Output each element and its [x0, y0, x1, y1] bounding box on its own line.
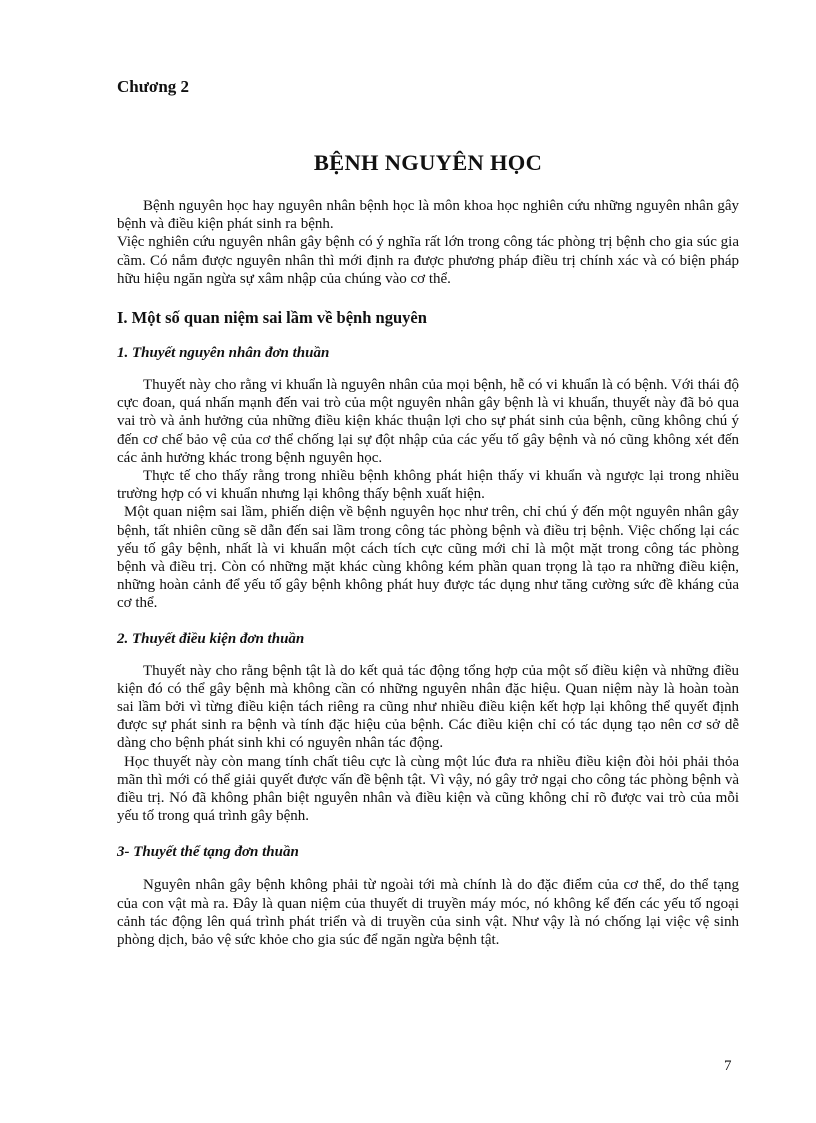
page-title: BỆNH NGUYÊN HỌC	[313, 150, 543, 175]
intro-paragraph-2: Việc nghiên cứu nguyên nhân gây bệnh có ý nghĩa rất lớn trong công tác phòng trị bệnh cho gia súc gia cầm. Có nắm được nguyên nhân thì mới định ra được phương pháp điều trị chính xác và có biện pháp hữu hiệu ngăn ngừa sự xâm nhập của chúng vào cơ thể.	[117, 234, 739, 287]
page-number: 7	[724, 1058, 732, 1074]
subsection-heading-3: 3- Thuyết thể tạng đơn thuần	[117, 844, 299, 861]
subsection-2-paragraph-1: Thuyết này cho rằng bệnh tật là do kết quả tác động tổng hợp của một số điều kiện và những điều kiện đó có thể gây bệnh mà không cần có những nguyên nhân đặc hiệu. Quan niệm này là hoàn toàn sai lầm bởi vì từng điều kiện tách riêng ra cũng như nhiều điều kiện kết hợp lại không thể quyết định được sự phát sinh ra bệnh và tính đặc hiệu của bệnh. Các điều kiện chỉ có tác dụng tạo nên cơ sở dễ dàng cho bệnh phát sinh khi có nguyên nhân tác động.	[117, 662, 739, 752]
subsection-1-paragraph-2: Thực tế cho thấy rằng trong nhiều bệnh không phát hiện thấy vi khuẩn và ngược lại trong nhiều trường hợp có vi khuẩn nhưng lại không thấy bệnh xuất hiện.	[117, 468, 739, 503]
section-heading: I. Một số quan niệm sai lầm về bệnh nguyên	[117, 308, 427, 328]
subsection-2-paragraph-2: Học thuyết này còn mang tính chất tiêu cực là cùng một lúc đưa ra nhiều điều kiện đòi hỏi phải thỏa mãn thì mới có thể giải quyết được vấn đề bệnh tật. Vì vậy, nó gây trở ngại cho công tác phòng bệnh và điều trị. Nó đã không phân biệt nguyên nhân và điều kiện và cũng không chỉ rõ được vai trò của mỗi yếu tố trong quá trình gây bệnh.	[117, 753, 739, 825]
subsection-1-paragraph-1: Thuyết này cho rằng vi khuẩn là nguyên nhân của mọi bệnh, hễ có vi khuẩn là có bệnh. Với thái độ cực đoan, quá nhấn mạnh đến vai trò của một nguyên nhân gây bệnh là vi khuẩn, thuyết này đã bỏ qua vai trò và ảnh hưởng của những điều kiện khác thuận lợi cho sự phát sinh của bệnh, cũng không chú ý đến cơ chế bảo vệ của cơ thể chống lại sự đột nhập của các yếu tố gây bệnh và nó cũng không xét đến các ảnh hưởng khác trong bệnh nguyên học.	[117, 377, 739, 466]
subsection-heading-2: 2. Thuyết điều kiện đơn thuần	[117, 630, 305, 647]
document-body	[117, 197, 739, 949]
chapter-label: Chương 2	[117, 77, 190, 96]
intro-paragraph-1: Bệnh nguyên học hay nguyên nhân bệnh học là môn khoa học nghiên cứu những nguyên nhân gây bệnh và điều kiện phát sinh ra bệnh.	[117, 198, 739, 233]
subsection-3-paragraph-1: Nguyên nhân gây bệnh không phải từ ngoài tới mà chính là do đặc điểm của cơ thể, do thể tạng của con vật mà ra. Đây là quan niệm của thuyết di truyền máy móc, nó không kể đến các yếu tố ngoại cảnh tác động lên quá trình phát triển và di truyền của sinh vật. Như vậy là nó chống lại việc vệ sinh phòng dịch, bảo vệ sức khỏe cho gia súc để ngăn ngừa bệnh tật.	[117, 877, 739, 949]
subsection-1-paragraph-3: Một quan niệm sai lầm, phiến diện về bệnh nguyên học như trên, chỉ chú ý đến một nguyên nhân gây bệnh, tất nhiên cũng sẽ dẫn đến sai lầm trong công tác phòng bệnh và điều trị bệnh. Việc chống lại các yếu tố gây bệnh, nhất là vi khuẩn một cách tích cực cũng mới chỉ là một mặt trong công tác phòng bệnh và điều trị. Còn có những mặt khác cùng không kém phần quan trọng là tạo ra những điều kiện, những hoàn cảnh để yếu tố gây bệnh không phát huy được tác dụng như tăng cường sức đề kháng của cơ thể.	[117, 504, 739, 612]
subsection-heading-1: 1. Thuyết nguyên nhân đơn thuần	[117, 345, 330, 362]
